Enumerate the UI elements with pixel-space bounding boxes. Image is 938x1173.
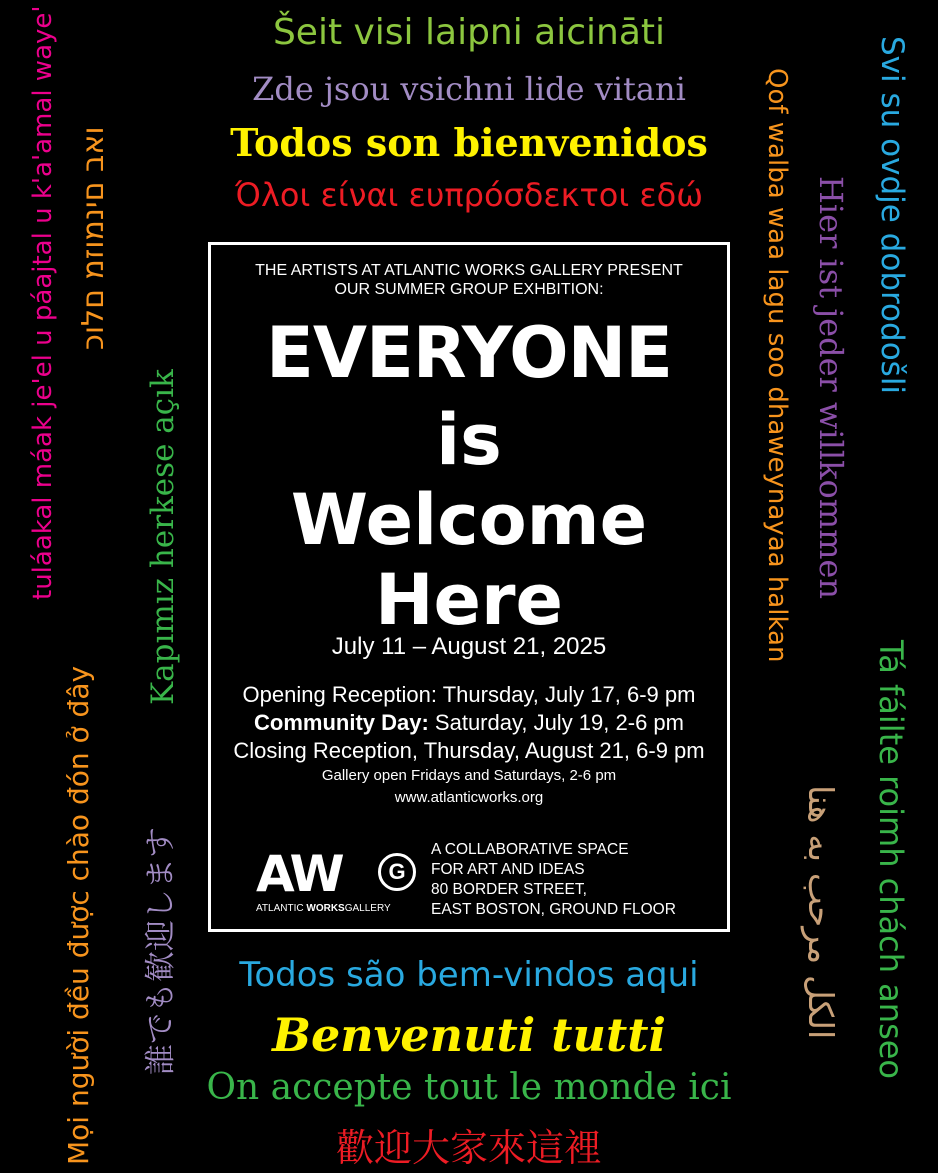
- logo-caption: [256, 903, 391, 914]
- presenter-text: [211, 261, 727, 299]
- address-line-4: EAST BOSTON, GROUND FLOOR: [431, 901, 676, 918]
- logo-caption-part-1: ATLANTIC: [256, 903, 307, 914]
- greeting-somali: Qof walba waa lagu soo dhaweynayaa halkan: [762, 68, 792, 663]
- greeting-greek: Όλοι είναι ευπρόσδεκτοι εδώ: [234, 176, 704, 214]
- event-schedule: [211, 681, 727, 809]
- exhibition-info-box: [208, 242, 730, 932]
- greeting-irish: Tá fáilte roimh chách anseo: [872, 640, 910, 1079]
- greeting-czech: Zde jsou vsichni lide vitani: [252, 70, 686, 108]
- community-day: [211, 709, 727, 737]
- title-line-3: Welcome: [290, 479, 648, 561]
- logo-caption-part-2: WORKS: [306, 903, 345, 914]
- greeting-german: Hier ist jeder willkommen: [812, 176, 850, 599]
- greeting-japanese: 誰でも歓迎します: [143, 827, 179, 1075]
- greeting-yucatec: tuláakal máak je'el u páajtal u k'a'amal waye': [28, 5, 58, 600]
- title-line-4: Here: [374, 559, 564, 641]
- title-line-2: is: [436, 399, 502, 481]
- greeting-croatian: Svi su ovdje dobrodošli: [874, 36, 910, 395]
- logo-letters: AW: [256, 845, 342, 903]
- greeting-vietnamese: Mọi người đều được chào đón ở đây: [62, 665, 95, 1165]
- closing-reception: Closing Reception, Thursday, August 21, 6-9 pm: [233, 738, 705, 763]
- greeting-hebrew: ואב םינמוזמ םלוכ: [76, 126, 111, 350]
- address-line-1: A COLLABORATIVE SPACE: [431, 841, 629, 858]
- greeting-arabic: الكل مرحب به هنا: [800, 785, 840, 1040]
- logo-caption-part-3: GALLERY: [344, 903, 391, 914]
- presenter-line-1: THE ARTISTS AT ATLANTIC WORKS GALLERY PRESENT: [255, 262, 683, 279]
- gallery-address: [431, 840, 676, 920]
- greeting-spanish: Todos son bienvenidos: [230, 120, 708, 165]
- community-day-value: Saturday, July 19, 2-6 pm: [428, 710, 684, 735]
- title-line-1: EVERYONE: [266, 312, 672, 394]
- website-link[interactable]: www.atlanticworks.org: [394, 789, 544, 806]
- logo-g-circle: G: [378, 853, 416, 891]
- gallery-logo: [256, 845, 416, 920]
- greeting-chinese: 歡迎大家來這裡: [335, 1126, 602, 1170]
- gallery-hours: Gallery open Fridays and Saturdays, 2-6 pm: [321, 767, 617, 784]
- address-line-2: FOR ART AND IDEAS: [431, 861, 585, 878]
- greeting-portuguese: Todos são bem-vindos aqui: [239, 955, 699, 995]
- exhibition-dates: July 11 – August 21, 2025: [331, 633, 607, 660]
- greeting-italian: Benvenuti tutti: [272, 1008, 666, 1062]
- greeting-french: On accepte tout le monde ici: [206, 1067, 732, 1108]
- greeting-turkish: Kapımız herkese açık: [145, 369, 181, 705]
- opening-reception: Opening Reception: Thursday, July 17, 6-9 pm: [242, 682, 696, 707]
- greeting-latvian: Šeit visi laipni aicināti: [272, 12, 666, 53]
- presenter-line-2: OUR SUMMER GROUP EXHBITION:: [334, 281, 604, 298]
- community-day-label: Community Day:: [254, 710, 429, 735]
- address-line-3: 80 BORDER STREET,: [431, 881, 587, 898]
